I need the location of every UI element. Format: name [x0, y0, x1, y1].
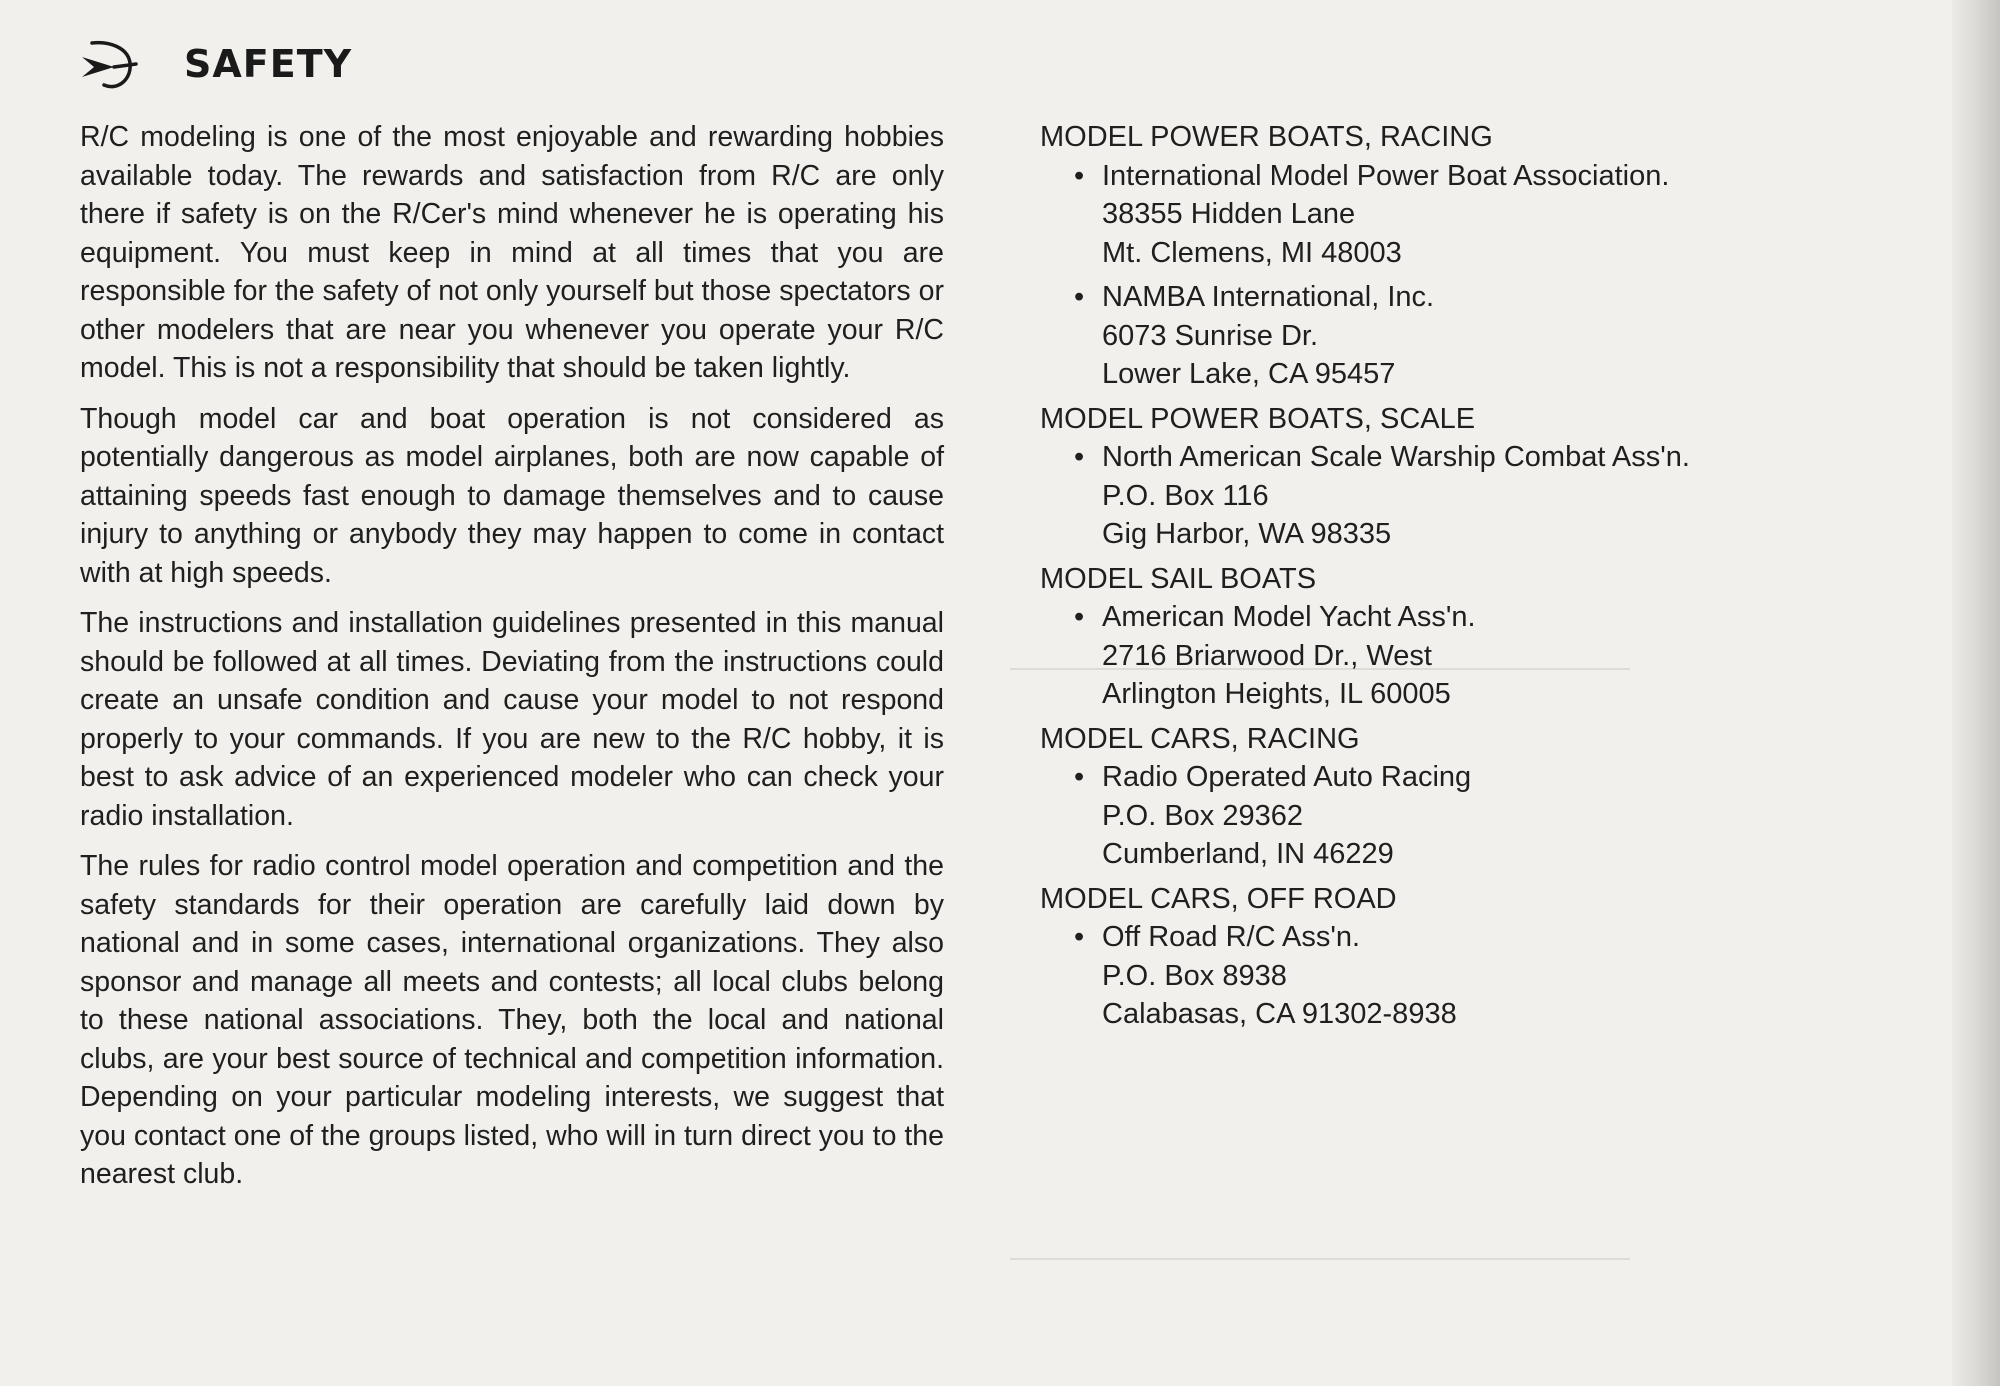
bullet-icon: • [1074, 601, 1085, 633]
page-title: SAFETY [184, 42, 353, 86]
category-heading: MODEL CARS, OFF ROAD [1040, 882, 1397, 915]
bullet-icon: • [1074, 761, 1085, 793]
organizations-column [1040, 118, 1940, 1040]
category-block [1040, 720, 1940, 874]
safety-text-column [80, 118, 944, 1206]
category-heading: MODEL SAIL BOATS [1040, 562, 1317, 595]
bullet-icon: • [1074, 159, 1085, 192]
bullet-icon: • [1074, 441, 1085, 473]
address-line: Lower Lake, CA 95457 [1102, 358, 1396, 390]
address-line: P.O. Box 116 [1102, 479, 1269, 512]
page-header [78, 34, 352, 94]
address-line: 38355 Hidden Lane [1102, 198, 1356, 230]
address-line: Calabasas, CA 91302-8938 [1102, 998, 1457, 1030]
organization-name: Off Road R/C Ass'n. [1102, 921, 1361, 953]
address-line: Gig Harbor, WA 98335 [1102, 518, 1392, 550]
bullet-icon: • [1074, 281, 1085, 313]
category-heading: MODEL POWER BOATS, RACING [1040, 121, 1493, 153]
bleed-through-rule [1010, 1258, 1630, 1260]
category-block [1040, 880, 1940, 1034]
address-line: 6073 Sunrise Dr. [1102, 319, 1319, 352]
category-heading: MODEL CARS, RACING [1040, 722, 1360, 755]
organization-entry [1040, 758, 1940, 874]
safety-paragraph: The instructions and installation guidelines presented in this manual should be followed at all times. Deviating from the instructions could create an unsafe condition and cause your model to not respond properly to your commands. If you are new to the R/C hobby, it is best to ask advice of an experienced modeler who can check your radio installation. [80, 607, 944, 832]
category-block [1040, 400, 1940, 554]
organization-name: American Model Yacht Ass'n. [1102, 601, 1476, 633]
address-line: Cumberland, IN 46229 [1102, 838, 1394, 870]
category-block [1040, 560, 1940, 714]
organization-entry [1040, 157, 1940, 273]
safety-paragraph: Though model car and boat operation is not considered as potentially dangerous as model airplanes, both are now capable of attaining speeds fast enough to damage themselves and to cause injury to anything or anybody they may happen to come in contact with at high speeds. [80, 402, 944, 589]
category-block [1040, 118, 1940, 394]
organization-entry [1040, 918, 1940, 1034]
organization-entry [1040, 438, 1940, 554]
bullet-icon: • [1074, 921, 1085, 953]
organization-name: Radio Operated Auto Racing [1102, 761, 1472, 793]
organization-name: International Model Power Boat Association. [1102, 159, 1670, 192]
organization-name: North American Scale Warship Combat Ass'n. [1102, 441, 1690, 473]
address-line: 2716 Briarwood Dr., West [1102, 639, 1432, 672]
paper-edge-shadow [1952, 0, 2000, 1386]
safety-paragraph: The rules for radio control model operation and competition and the safety standards for their operation are carefully laid down by national and in some cases, international organizations. They also sponsor and manage all meets and contests; all local clubs belong to these national associations. They, both the local and national clubs, are your best source of technical and competition information. Depending on your particular modeling interests, we suggest that you contact one of the groups listed, who will in turn direct you to the nearest club. [80, 850, 944, 1190]
address-line: P.O. Box 29362 [1102, 799, 1304, 832]
organization-entry [1040, 598, 1940, 714]
category-heading: MODEL POWER BOATS, SCALE [1040, 402, 1476, 435]
address-line: P.O. Box 8938 [1102, 959, 1287, 992]
safety-paragraph: R/C modeling is one of the most enjoyable and rewarding hobbies available today. The rewards and satisfaction from R/C are only there if safety is on the R/Cer's mind whenever he is operating his equipment. You must keep in mind at all times that you are responsible for the safety of not only yourself but those spectators or other modelers that are near you whenever you operate your R/C model. This is not a responsibility that should be taken lightly. [80, 121, 944, 384]
rocket-icon [78, 33, 140, 95]
organization-name: NAMBA International, Inc. [1102, 281, 1435, 313]
organization-entry [1040, 278, 1940, 394]
address-line: Mt. Clemens, MI 48003 [1102, 236, 1402, 269]
address-line: Arlington Heights, IL 60005 [1102, 678, 1451, 710]
